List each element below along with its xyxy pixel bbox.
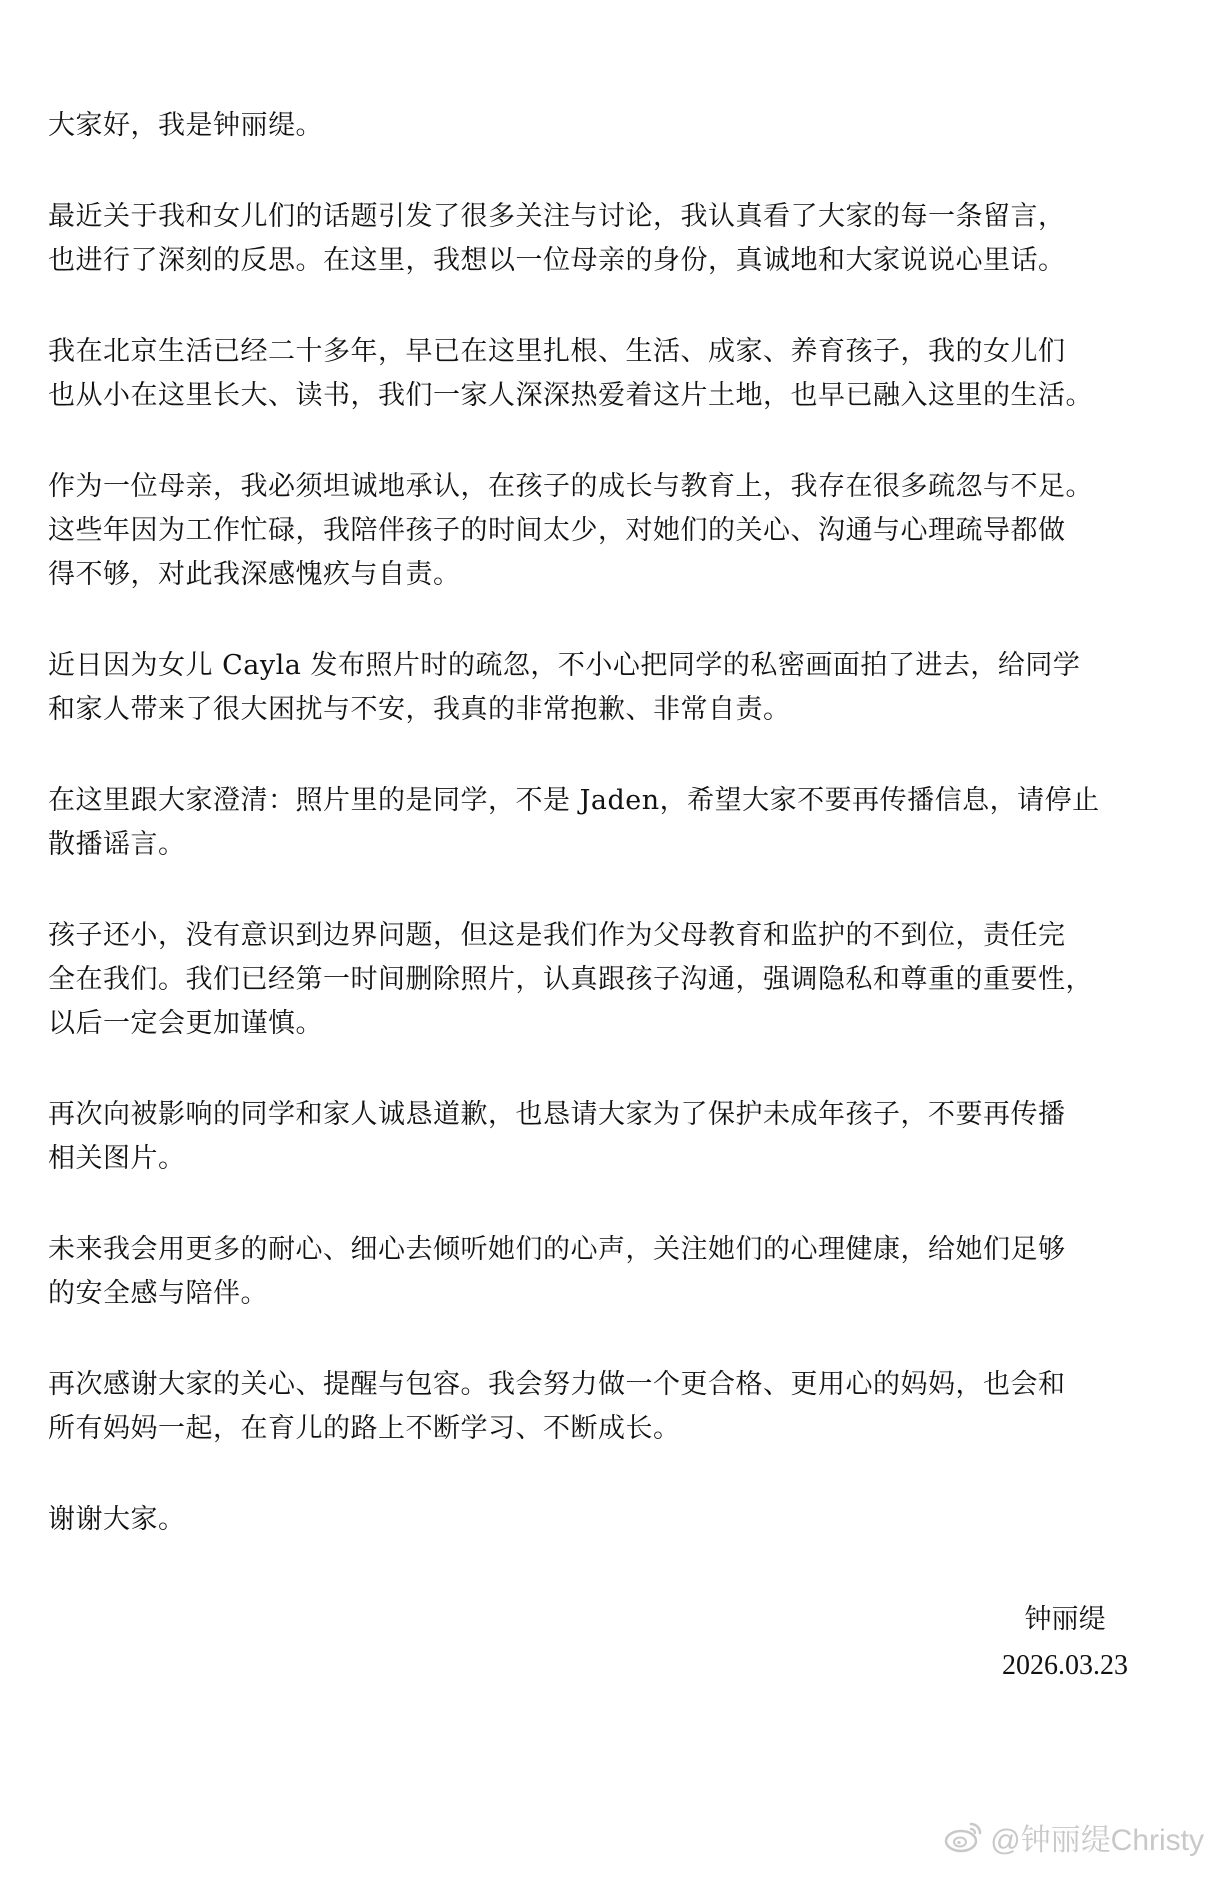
signature-date: 2026.03.23 <box>1002 1650 1128 1681</box>
watermark-text: @钟丽缇Christy <box>990 1824 1204 1857</box>
text-line: 我在北京生活已经二十多年，早已在这里扎根、生活、成家、养育孩子，我的女儿们 <box>48 336 1066 367</box>
paragraph-greeting <box>48 104 1178 148</box>
text-line: 孩子还小，没有意识到边界问题，但这是我们作为父母教育和监护的不到位，责任完 <box>48 920 1066 951</box>
paragraph-responsibility <box>48 914 1178 1046</box>
signature-block <box>1002 1597 1128 1689</box>
letter-body <box>48 104 1178 1589</box>
paragraph-clarification <box>48 779 1178 867</box>
text-line: 谢谢大家。 <box>48 1504 186 1535</box>
paragraph-thanks <box>48 1363 1178 1451</box>
paragraph-apology <box>48 644 1178 732</box>
text-line: 也进行了深刻的反思。在这里，我想以一位母亲的身份，真诚地和大家说说心里话。 <box>48 245 1066 276</box>
paragraph-beijing <box>48 330 1178 418</box>
text-line: 相关图片。 <box>48 1143 186 1174</box>
text-line: 以后一定会更加谨慎。 <box>48 1008 323 1039</box>
text-line: 作为一位母亲，我必须坦诚地承认，在孩子的成长与教育上，我存在很多疏忽与不足。 <box>48 471 1093 502</box>
text-line: 也从小在这里长大、读书，我们一家人深深热爱着这片土地，也早已融入这里的生活。 <box>48 380 1093 411</box>
text-line: 全在我们。我们已经第一时间删除照片，认真跟孩子沟通，强调隐私和尊重的重要性， <box>48 964 1093 995</box>
text-line: 再次感谢大家的关心、提醒与包容。我会努力做一个更合格、更用心的妈妈，也会和 <box>48 1369 1066 1400</box>
text-line: 再次向被影响的同学和家人诚恳道歉，也恳请大家为了保护未成年孩子，不要再传播 <box>48 1099 1066 1130</box>
paragraph-future <box>48 1228 1178 1316</box>
text-line: 在这里跟大家澄清：照片里的是同学，不是 Jaden，希望大家不要再传播信息，请停止 <box>48 785 1100 816</box>
paragraph-closing <box>48 1498 1178 1542</box>
text-line: 散播谣言。 <box>48 829 186 860</box>
text-line: 和家人带来了很大困扰与不安，我真的非常抱歉、非常自责。 <box>48 694 791 725</box>
text-line: 这些年因为工作忙碌，我陪伴孩子的时间太少，对她们的关心、沟通与心理疏导都做 <box>48 515 1066 546</box>
text-line: 近日因为女儿 Cayla 发布照片时的疏忽，不小心把同学的私密画面拍了进去，给同学 <box>48 650 1081 681</box>
signature-name: 钟丽缇 <box>1024 1604 1106 1635</box>
watermark <box>944 1815 1204 1859</box>
paragraph-request <box>48 1093 1178 1181</box>
text-line: 的安全感与陪伴。 <box>48 1278 268 1309</box>
text-line: 大家好，我是钟丽缇。 <box>48 110 323 141</box>
text-line: 最近关于我和女儿们的话题引发了很多关注与讨论，我认真看了大家的每一条留言， <box>48 201 1066 232</box>
text-line: 得不够，对此我深感愧疚与自责。 <box>48 559 461 590</box>
paragraph-reflection <box>48 195 1178 283</box>
text-line: 未来我会用更多的耐心、细心去倾听她们的心声，关注她们的心理健康，给她们足够 <box>48 1234 1066 1265</box>
text-line: 所有妈妈一起，在育儿的路上不断学习、不断成长。 <box>48 1413 681 1444</box>
paragraph-mother <box>48 465 1178 597</box>
weibo-icon <box>944 1820 984 1854</box>
